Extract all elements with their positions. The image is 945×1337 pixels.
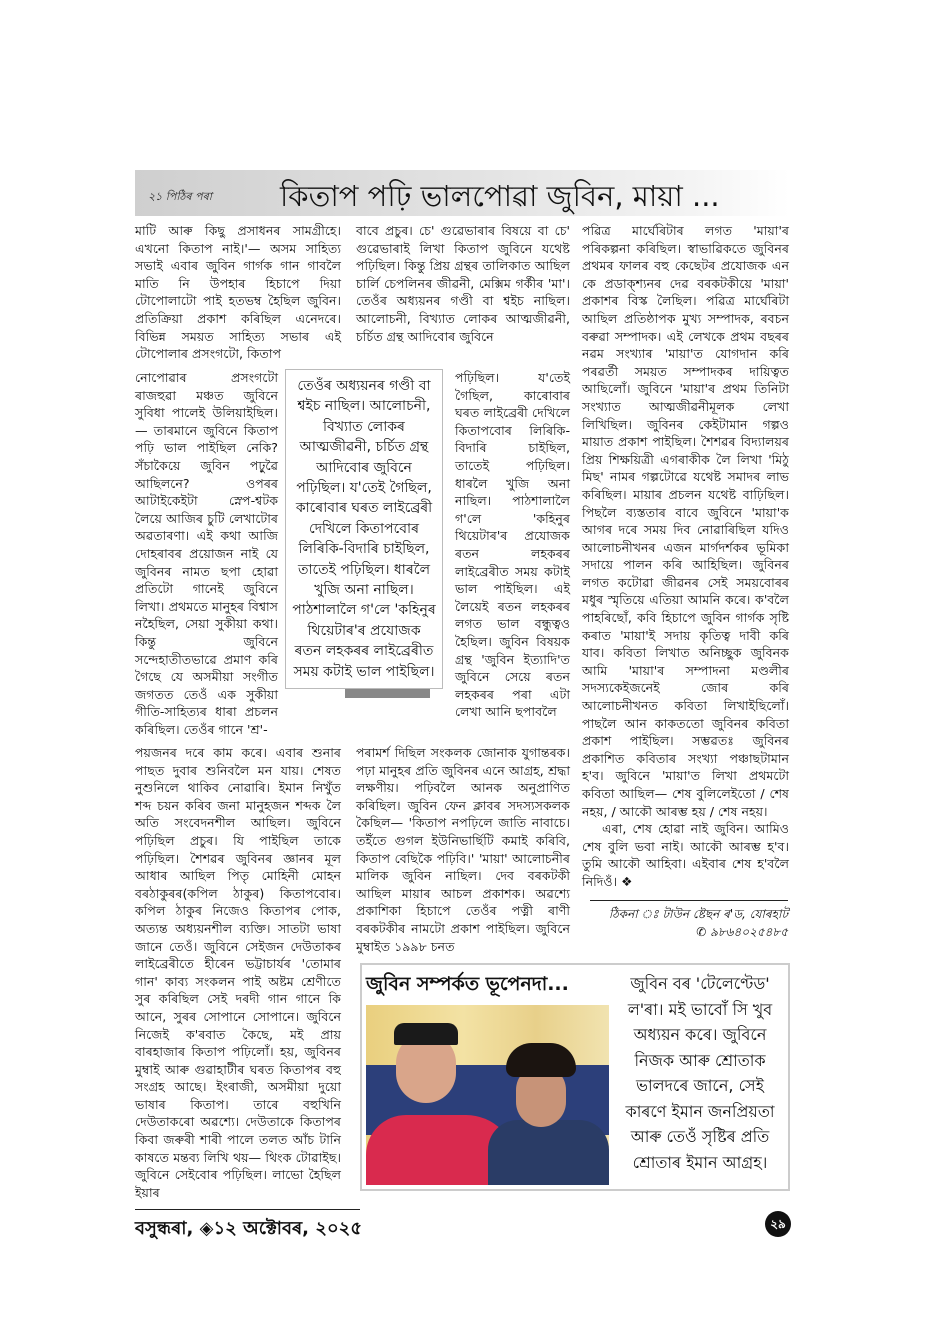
article-col3-para1: পৱিত্ৰ মাৰ্ঘেৰিটাৰ লগত 'মায়া'ৰ পৰিকল্পনা কৰিছিল। স্বাভাৱিকতে জুবিনৰ প্ৰথমৰ ফালৰ বহু কেছেটৰ প্ৰযোজক এন কে প্ৰডাক্শ্যনৰ দেৱ বৰকটকীয়ে 'মায়া' প্ৰকাশৰ বিস্ক লৈছিল। পৱিত্ৰ মাৰ্ঘেৰিটা আছিল প্ৰতিষ্ঠাপক মুখ্য সম্পাদক, ৰবচন বৰুৱা সম্পাদক। এই লেখকে প্ৰথম বছৰৰ নৱম সংখ্যাৰ 'মায়া'ত যোগদান কৰি পৰৱৰ্তী সময়ত সম্পাদকৰ দায়িত্বত আছিলোঁ। জুবিনে 'মায়া'ৰ প্ৰথম তিনিটা সংখ্যাত আত্মজীৱনীমূলক লেখা লিখিছিল। জুবিনৰ কেইটামান গল্পও মায়াত প্ৰকাশ পাইছিল। শৈশৱৰ বিদ্যালয়ৰ প্ৰিয় শিক্ষয়িত্ৰী এগৰাকীক লৈ লিখা 'মিঠু মিছ' নামৰ গল্পটোৱে যথেষ্ট সমাদৰ লাভ কৰিছিল। মায়াৰ প্ৰচলন যথেষ্ট বাঢ়িছিল। পিছলৈ ব্যস্ততাৰ বাবে জুবিনে 'মায়া'ক আগৰ দৰে সময় দিব নোৱাৰিছিল যদিও আলোচনীখনৰ এজন মাৰ্গদৰ্শকৰ ভূমিকা সদায়ে পালন কৰি আহিছিল। জুবিনৰ লগত কটোৱা জীৱনৰ সেই সময়বোৰৰ মধুৰ স্মৃতিয়ে এতিয়া আমনি কৰে। ক'বলৈ পাহৰিছোঁ, কবি হিচাপে জুবিন গাৰ্গক সৃষ্টি কৰাত 'মায়া'ই সদায় কৃতিত্ব দাবী কৰি যাব। কবিতা লিখাত অনিচ্ছুক জুবিনক আমি 'মায়া'ৰ সম্পাদনা মণ্ডলীৰ সদস্যকেইজনেই জোৰ কৰি আলোচনীখনত কবিতা লিখাইছিলোঁ। পাছলৈ আন কাকততো জুবিনৰ কবিতা প্ৰকাশ পাইছিল। সম্ভৱতঃ জুবিনৰ প্ৰকাশিত কবিতাৰ সংখ্যা পঞ্চাছটামান হ'ব। জুবিনে 'মায়া'ত লিখা প্ৰথমটো কবিতা আছিল— শেষ বুলিলেইতো / শেষ নহয়, / আকৌ আৰম্ভ হয় / শেষ নহয়।	[582, 223, 789, 819]
article-col1-top: মাটি আৰু কিছু প্ৰসাধনৰ সামগ্ৰীহে। এখনো কিতাপ নাই।'— অসম সাহিত্য সভাই এবাৰ জুবিন গাৰ্গক গান গাবলৈ মাতি নি উপহাৰ হিচাপে দিয়া টোপোলাটো পাই হতভম্ব হৈছিল জুবিন। প্ৰতিক্ৰিয়া প্ৰকাশ কৰিছিল এনেদৰে। বিভিন্ন সময়ত সাহিত্য সভাৰ এই টোপোলাৰ প্ৰসংগটো, কিতাপ	[135, 223, 341, 362]
article-col2-mid: পঢ়িছিল। য'তেই গৈছিল, কাৰোবাৰ ঘৰত লাইব্ৰেৰী দেখিলে কিতাপবোৰ লিৰিকি-বিদাৰি চাইছিল, তাতেই পঢ়িছিল। ধাৰলৈ খুজি অনা নাছিল। পাঠশালালৈ গ'লে 'কহিনুৰ থিয়েটাৰ'ৰ প্ৰযোজক ৰতন লহকৰৰ লাইব্ৰেৰীত সময় কটাই ভাল পাইছিল। এই লৈয়েই ৰতন লহকৰৰ লগত ভাল বন্ধুত্বও হৈছিল। জুবিন বিষয়ক গ্ৰন্থ 'জুবিন ইত্যাদি'ত জুবিনে সেয়ে ৰতন লহকৰৰ পৰা এটা লেখা আনি ছপাবলৈ	[455, 370, 570, 720]
author-byline	[590, 905, 788, 941]
pull-quote: তেওঁৰ অধ্যয়নৰ গণ্ডী বা শ্বইচ নাছিল। আলোচনী, বিখ্যাত লোকৰ আত্মজীৱনী, চৰ্চিত গ্ৰন্থ আদিবোৰ জুবিনে পঢ়িছিল। য'তেই গৈছিল, কাৰোবাৰ ঘৰত লাইব্ৰেৰী দেখিলে কিতাপবোৰ লিৰিকি-বিদাৰি চাইছিল, তাতেই পঢ়িছিল। ধাৰলৈ খুজি অনা নাছিল। পাঠশালালৈ গ'লে 'কহিনুৰ থিয়েটাৰ'ৰ প্ৰযোজক ৰতন লহকৰৰ লাইব্ৰেৰীত সময় কটাই ভাল পাইছিল।	[285, 369, 443, 689]
byline-divider	[590, 900, 788, 901]
photo-box-quote: জুবিন বৰ 'টেলেণ্টেড' ল'ৰা। মই ভাবোঁ সি খুব অধ্যয়ন কৰে। জুবিনে নিজক আৰু শ্ৰোতাক ভালদৰে জানে, সেই কাৰণে ইমান জনপ্ৰিয়তা আৰু তেওঁ সৃষ্টিৰ প্ৰতি শ্ৰোতাৰ ইমান আগ্ৰহ।	[625, 974, 775, 1172]
footer-publication: বসুন্ধৰা, ◈১২ অক্টোবৰ, ২০২৫	[135, 1218, 363, 1239]
photo-bhupen-hazarika-zubeen-garg	[366, 1005, 609, 1185]
continued-from-label: ২১ পিঠিৰ পৰা	[148, 190, 212, 203]
page-number: ২৯	[765, 1211, 791, 1237]
article-col3-para2: এৰা, শেষ হোৱা নাই জুবিন। আমিও শেষ বুলি ভবা নাই। আকৌ আৰম্ভ হ'ব। তুমি আকৌ আহিবা। এইবাৰ শেষ হ'বলৈ নিদিওঁ। ❖	[582, 821, 789, 889]
article-col2-top: বাবে প্ৰচুৰ। চে' গুৱেভাৰাৰ বিষয়ে বা চে' গুৱেভাৰাই লিখা কিতাপ জুবিনে যথেষ্ট পঢ়িছিল। কিন্তু প্ৰিয় গ্ৰন্থৰ তালিকাত আছিল চাৰ্লি চেপলিনৰ জীৱনী, মেক্সিম গৰ্কীৰ 'মা'। তেওঁৰ অধ্যয়নৰ গণ্ডী বা শ্বইচ নাছিল। আলোচনী, বিখ্যাত লোকৰ আত্মজীৱনী, চৰ্চিত গ্ৰন্থ আদিবোৰ জুবিনে	[356, 223, 570, 344]
author-phone: ✆ ৯৮৬৪০২৫৪৮৫	[696, 925, 788, 939]
sidebar-photo-box	[360, 963, 790, 1191]
article-col2-bottom: পৰামৰ্শ দিছিল সংকলক জোনাক যুগান্তৰক। পঢ়া মানুহৰ প্ৰতি জুবিনৰ এনে আগ্ৰহ, শ্ৰদ্ধা লক্ষণীয়। পঢ়িবলৈ আনক অনুপ্ৰাণিত কৰিছিল। জুবিন ফেন ক্লাবৰ সদস্যসকলক কৈছিল— 'কিতাপ নপঢ়িলে জাতি নাবাচে। তইঁতে গুগল ইউনিভাৰ্ছিটি কমাই কৰিবি, কিতাপ বেছিকৈ পঢ়িবি।' 'মায়া' আলোচনীৰ মালিক জুবিন নাছিল। দেব বৰকটকী আছিল মায়াৰ আচল প্ৰকাশক। অৱশ্যে প্ৰকাশিকা হিচাপে তেওঁৰ পত্নী ৰাণী বৰকটকীৰ নামটো প্ৰকাশ পাইছিল। জুবিনে মুম্বাইত ১৯৯৮ চনত	[356, 745, 570, 954]
footer-divider	[135, 1209, 360, 1210]
pull-quote-bar	[345, 689, 430, 698]
author-address: ঠিকনা ঃ টাউন ষ্টেছন ৰ'ড, যোৰহাট	[608, 907, 788, 921]
photo-box-left	[366, 971, 609, 1185]
photo-box-heading: জুবিন সম্পৰ্কত ভূপেনদা...	[366, 973, 569, 995]
article-col1-bottom: পয়জনৰ দৰে কাম কৰে। এবাৰ শুনাৰ পাছত দুবাৰ শুনিবলৈ মন যায়। শেষত নুশুনিলে থাকিব নোৱাৰি। ইমান নিখুঁত শব্দ চয়ন কৰিব জনা মানুহজন শব্দক লৈ অতি সংবেদনশীল আছিল। জুবিনে পঢ়িছিল প্ৰচুৰ। যি পাইছিল তাকে পঢ়িছিল। শৈশৱৰ জুবিনৰ জ্ঞানৰ মূল আধাৰ আছিল পিতৃ মোহিনী মোহন বৰঠাকুৰৰ(কপিল ঠাকুৰ) কিতাপবোৰ। কপিল ঠাকুৰ নিজেও কিতাপৰ পোক, অত্যন্ত অধ্যয়নশীল ব্যক্তি। সাতটা ভাষা জানে তেওঁ। জুবিনে সেইজন দেউতাকৰ লাইব্ৰেৰীতে হীৰেন ভট্টাচাৰ্যৰ 'তোমাৰ গান' কাব্য সংকলন পাই অষ্টম শ্ৰেণীতে সুৰ কৰিছিল সেই দৰদী গান গানে কি আনে, সুৰৰ সোপানে সোপানে। জুবিনে নিজেই ক'ৰবাত কৈছে, মই প্ৰায় বাৰহাজাৰ কিতাপ পঢ়িলোঁ। হয়, জুবিনৰ মুম্বাই আৰু গুৱাহাটীৰ ঘৰত কিতাপৰ বহু সংগ্ৰহ আছে। ইংৰাজী, অসমীয়া দুয়ো ভাষাৰ কিতাপ। তাৰে বহুখিনি দেউতাকৰো অৱশ্যে। দেউতাকে কিতাপৰ কিবা জৰুৰী শাৰী পালে তলত আঁচ টানি কাষতে মন্তব্য লিখি থয়— থিংক টোৱাইছ। জুবিনে সেইবোৰ পঢ়িছিল। লাভো হৈছিল ইয়াৰ	[135, 745, 341, 1200]
article-title: কিতাপ পঢ়ি ভালপোৱা জুবিন, মায়া ...	[280, 179, 720, 213]
article-col1-mid: নোপোৱাৰ প্ৰসংগটো ৰাজহুৱা মঞ্চত জুবিনে সুবিধা পালেই উলিয়াইছিল।— তাৰমানে জুবিনে কিতাপ পঢ়ি ভাল পাইছিল নেকি? সঁচাকৈয়ে জুবিন পঢ়ুৱৈ আছিলনে? ওপৰৰ আটাইকেইটা স্নেপ-শ্বটক লৈয়ে আজিৰ চুটি লেখাটোৰ অৱতাৰণা। এই কথা আজি দোহৰাবৰ প্ৰয়োজন নাই যে জুবিনৰ নামত ছপা হোৱা প্ৰতিটো গানেই জুবিনে লিখা। প্ৰথমতে মানুহৰ বিশ্বাস নহৈছিল, সেয়া সুকীয়া কথা। কিন্তু জুবিনে সন্দেহাতীতভাৱে প্ৰমাণ কৰি গৈছে যে অসমীয়া সংগীত জগতত তেওঁ এক সুকীয়া গীতি-সাহিত্যৰ ধাৰা প্ৰচলন কৰিছিল। তেওঁৰ গানে 'শ্ৰ'-	[135, 370, 278, 737]
